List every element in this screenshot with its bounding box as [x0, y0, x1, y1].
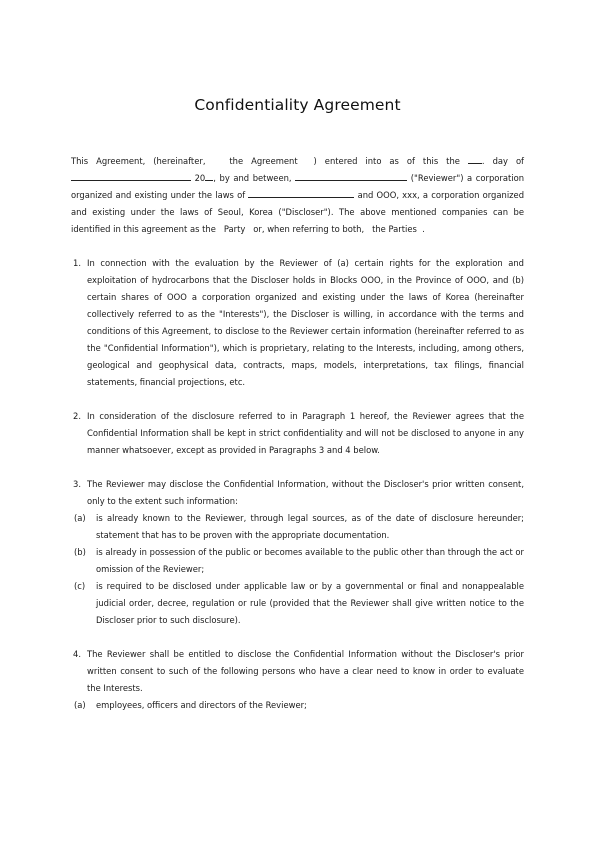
intro-text-3: 20 [194, 173, 206, 183]
document-body [71, 153, 524, 714]
reviewer-name-blank [295, 171, 407, 181]
clause-number: 1. [73, 258, 81, 268]
clause-2 [71, 408, 524, 459]
subclause-number: (b) [74, 547, 86, 557]
clause-4 [71, 646, 524, 697]
subclause-text: employees, officers and directors of the Reviewer; [96, 700, 307, 710]
day-blank [468, 154, 482, 164]
subclause-3c [71, 578, 524, 629]
subclause-3a [71, 510, 524, 544]
intro-text-5: ("Reviewer") a corporation organized and existing under the laws of [71, 173, 525, 200]
intro-text-1: This Agreement, (hereinafter, the Agreement ) entered into as of this the [71, 156, 460, 166]
clause-text: In connection with the evaluation by the Reviewer of (a) certain rights for the exploration and exploitation of hydrocarbons that the Discloser holds in Blocks OOO, in the Province of OOO, and (b) certain shares of OOO a corporation organized and existing under the laws of Korea (hereinafter collectively referred to as the "Interests"), the Discloser is willing, in accordance with the terms and conditions of this Agreement, to disclose to the Reviewer certain information (hereinafter referred to as the "Confidential Information"), which is proprietary, relating to the Interests, including, among others, geological and geophysical data, contracts, maps, models, interpretations, tax filings, financial statements, financial projections, etc. [87, 258, 524, 387]
clause-number: 2. [73, 411, 81, 421]
jurisdiction-blank [248, 188, 354, 198]
intro-text-2: day of [492, 156, 525, 166]
intro-text-6: and OOO, xxx, a corporation organized and existing under the laws of Seoul, Korea ("Discloser"). The above mentioned companies can be identified in this agreement as the Party or, when referring to both, the Parties . [71, 190, 525, 234]
intro-text-4: , by and between, [213, 173, 292, 183]
page-title: Confidentiality Agreement [194, 96, 401, 114]
clause-number: 3. [73, 479, 81, 489]
subclause-text: is required to be disclosed under applicable law or by a governmental or final and nonappealable judicial order, decree, regulation or rule (provided that the Reviewer shall give written notice to the Discloser prior to such disclosure). [96, 581, 524, 625]
clause-text: The Reviewer may disclose the Confidential Information, without the Discloser's prior written consent, only to the extent such information: [87, 479, 524, 506]
subclause-text: is already known to the Reviewer, through legal sources, as of the date of disclosure hereunder; statement that has to be proven with the appropriate documentation. [96, 513, 524, 540]
intro-paragraph: This Agreement, (hereinafter, the Agreement ) entered into as of this the . day of 20 , by and between, ("Reviewer") a corporation organized and existing under the laws of and OOO, xxx, a corporation organized and existing under the laws of Seoul, Korea ("Discloser"). The above mentioned companies can be identified in this agreement as the Party or, when referring to both, the Parties . [71, 156, 525, 234]
clause-1 [71, 255, 524, 391]
subclause-3b [71, 544, 524, 578]
subclause-4a [71, 697, 524, 714]
subclause-number: (a) [74, 700, 86, 710]
subclause-text: is already in possession of the public or becomes available to the public other than through the act or omission of the Reviewer; [96, 547, 524, 574]
clause-3 [71, 476, 524, 510]
clause-number: 4. [73, 649, 81, 659]
clause-text: The Reviewer shall be entitled to disclose the Confidential Information without the Discloser's prior written consent to such of the following persons who have a clear need to know in order to evaluate the Interests. [87, 649, 524, 693]
subclause-number: (a) [74, 513, 86, 523]
clause-text: In consideration of the disclosure referred to in Paragraph 1 hereof, the Reviewer agrees that the Confidential Information shall be kept in strict confidentiality and will not be disclosed to anyone in any manner whatsoever, except as provided in Paragraphs 3 and 4 below. [87, 411, 524, 455]
subclause-number: (c) [74, 581, 86, 591]
month-blank [71, 171, 191, 181]
